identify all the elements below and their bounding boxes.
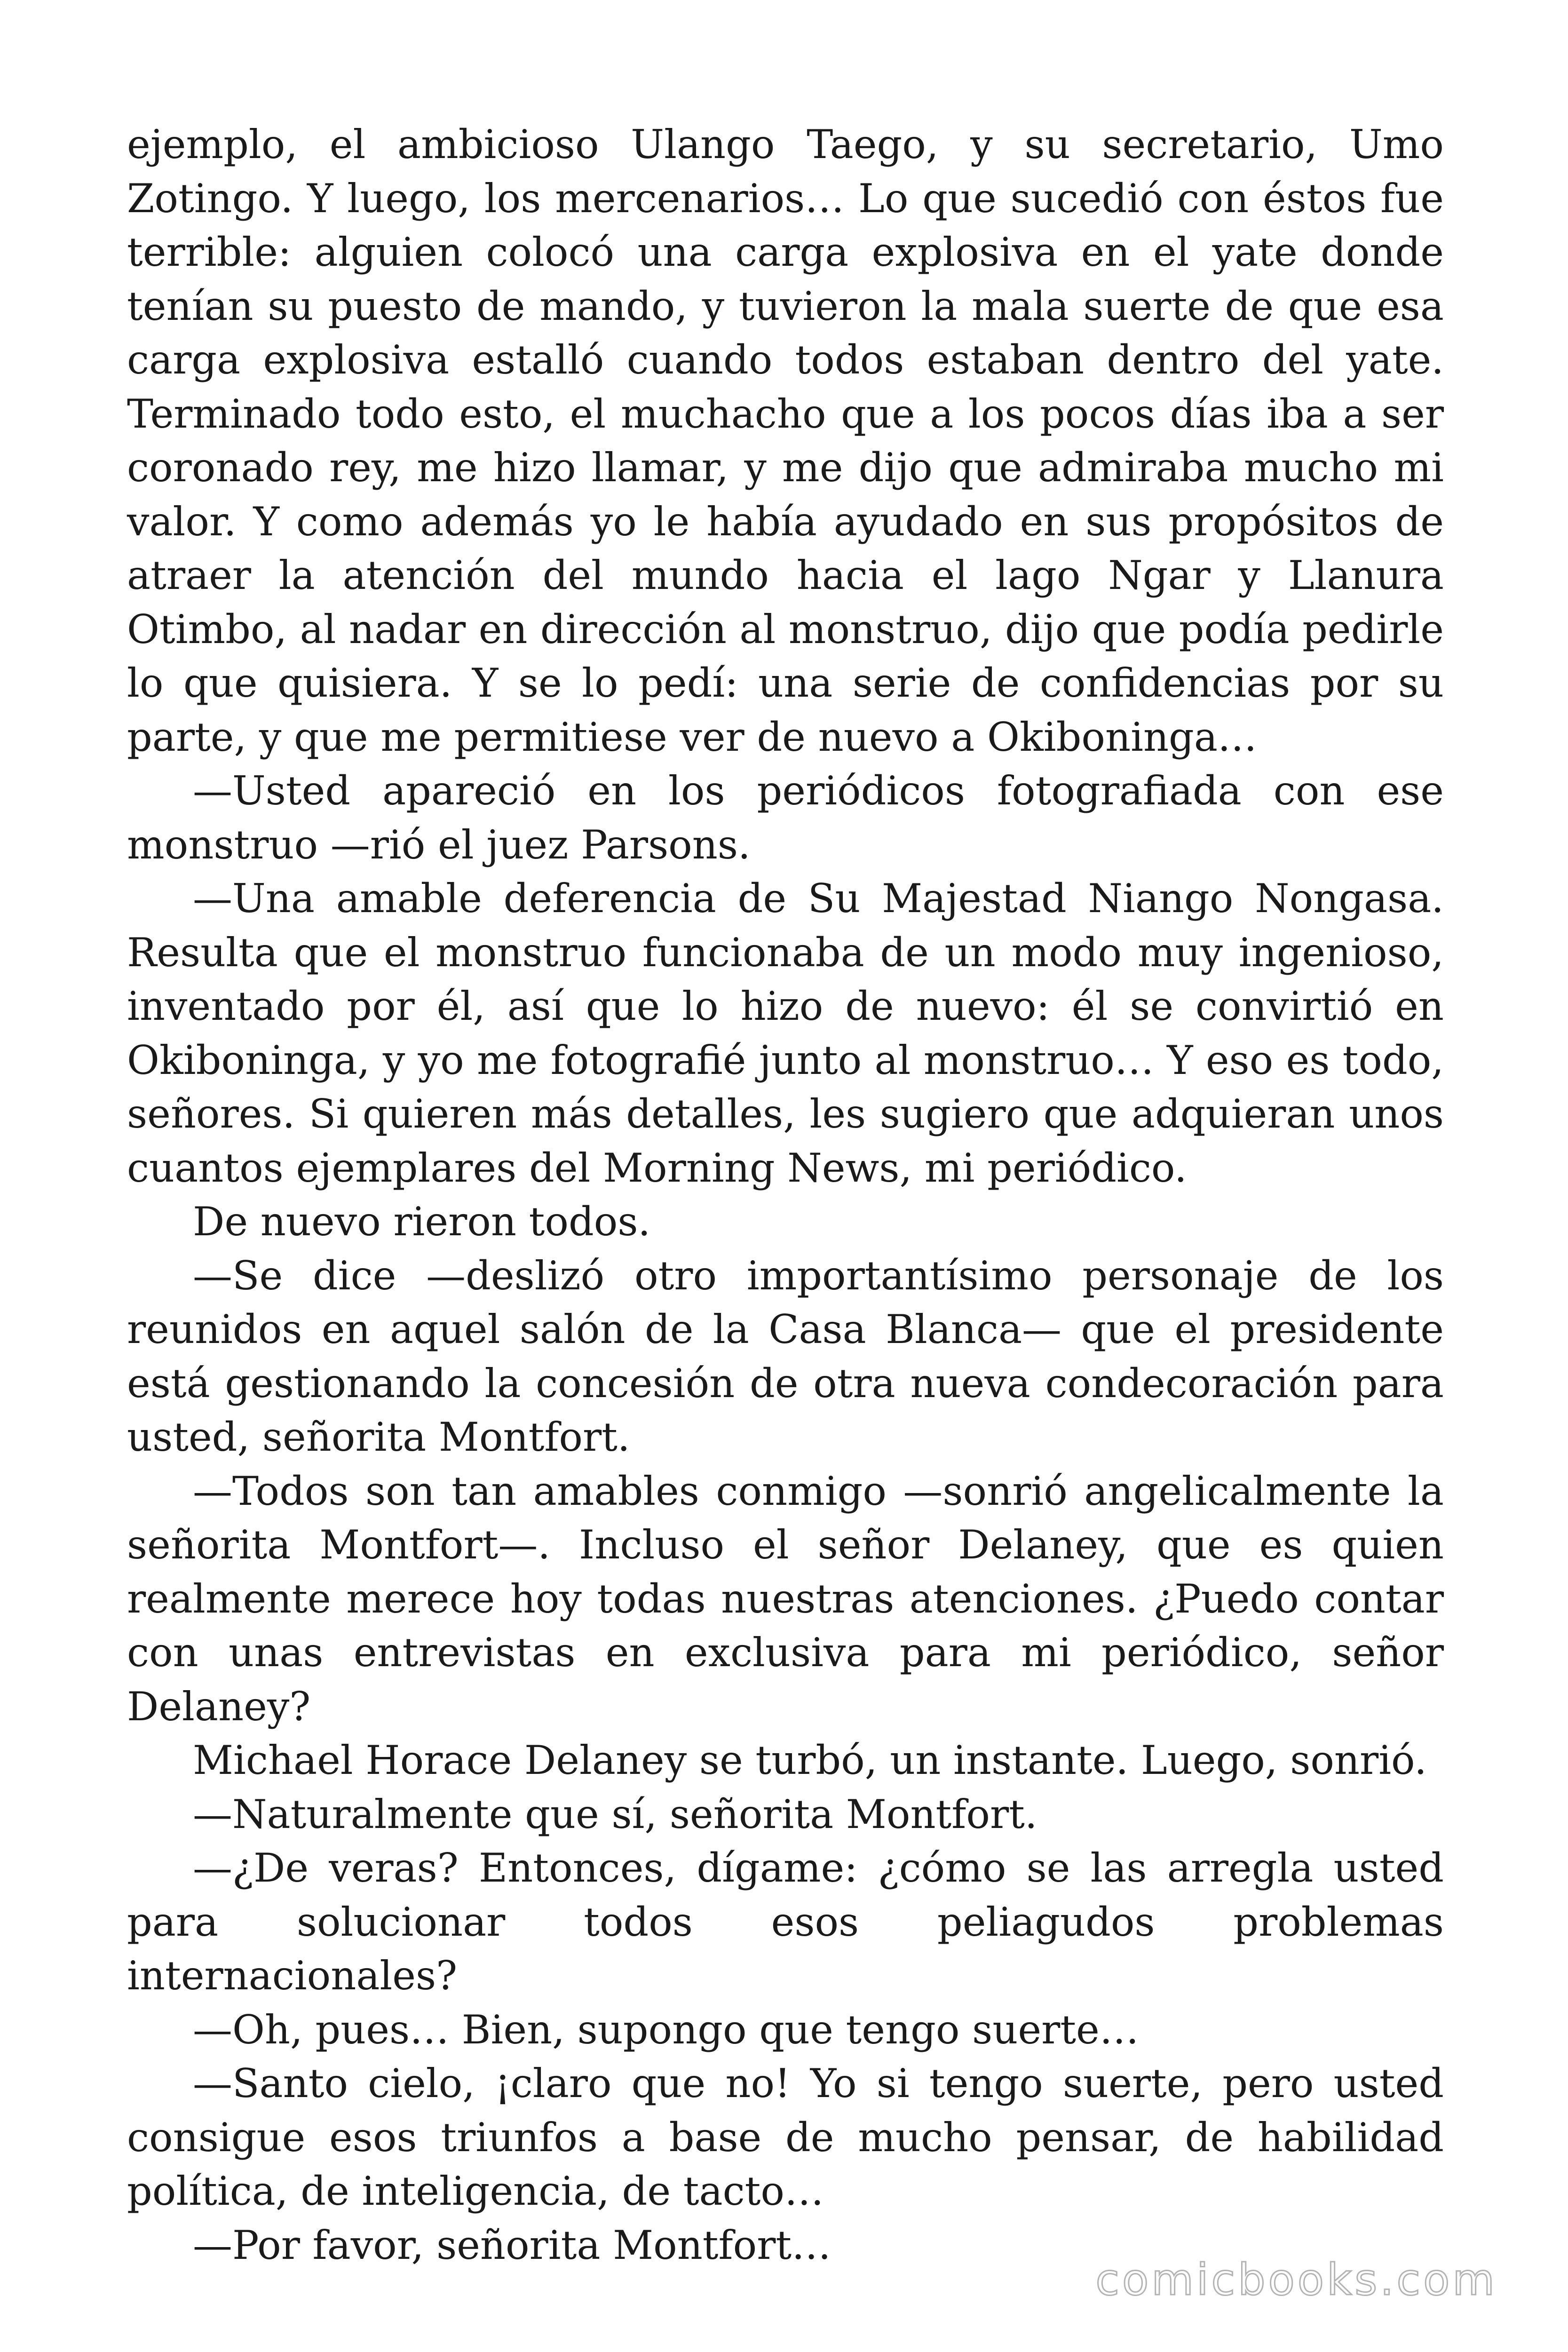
watermark: comicbooks.com <box>1095 2255 1497 2305</box>
paragraph-8: —Naturalmente que sí, señorita Montfort. <box>193 1791 1037 1837</box>
paragraph-3: —Una amable deferencia de Su Majestad Niango Nongasa. Resulta que el monstruo funcionaba de un modo muy ingenioso, inventado por él, así que lo hizo de nuevo: él se convirtió en Okiboninga, y yo me fotografié junto al monstruo… Y eso es todo, señores. Si quieren más detalles, les sugiero que adquieran unos cuantos ejemplares del Morning News, mi periódico. <box>127 875 1444 1191</box>
paragraph-2: —Usted apareció en los periódicos fotografiada con ese monstruo —rió el juez Parsons. <box>127 768 1444 868</box>
page-text <box>127 118 1444 2272</box>
paragraph-9: —¿De veras? Entonces, dígame: ¿cómo se las arregla usted para solucionar todos esos peliagudos problemas internacionales? <box>127 1845 1444 1999</box>
paragraph-5: —Se dice —deslizó otro importantísimo personaje de los reunidos en aquel salón de la Casa Blanca— que el presidente está gestionando la concesión de otra nueva condecoración para usted, señorita Montfort. <box>127 1252 1444 1460</box>
paragraph-7: Michael Horace Delaney se turbó, un instante. Luego, sonrió. <box>193 1737 1427 1783</box>
paragraph-4: De nuevo rieron todos. <box>193 1199 651 1245</box>
paragraph-1: ejemplo, el ambicioso Ulango Taego, y su secretario, Umo Zotingo. Y luego, los mercenarios… Lo que sucedió con éstos fue terrible: alguien colocó una carga explosiva en el yate donde tenían su puesto de mando, y tuvieron la mala suerte de que esa carga explosiva estalló cuando todos estaban dentro del yate. Terminado todo esto, el muchacho que a los pocos días iba a ser coronado rey, me hizo llamar, y me dijo que admiraba mucho mi valor. Y como además yo le había ayudado en sus propósitos de atraer la atención del mundo hacia el lago Ngar y Llanura Otimbo, al nadar en dirección al monstruo, dijo que podía pedirle lo que quisiera. Y se lo pedí: una serie de confidencias por su parte, y que me permitiese ver de nuevo a Okiboninga… <box>127 121 1444 760</box>
paragraph-10: —Oh, pues… Bien, supongo que tengo suerte… <box>193 2006 1139 2053</box>
paragraph-11: —Santo cielo, ¡claro que no! Yo si tengo suerte, pero usted consigue esos triunfos a base de mucho pensar, de habilidad política, de inteligencia, de tacto… <box>127 2060 1444 2214</box>
paragraph-12: —Por favor, señorita Montfort… <box>193 2222 832 2268</box>
paragraph-6: —Todos son tan amables conmigo —sonrió angelicalmente la señorita Montfort—. Incluso el señor Delaney, que es quien realmente merece hoy todas nuestras atenciones. ¿Puedo contar con unas entrevistas en exclusiva para mi periódico, señor Delaney? <box>127 1468 1444 1730</box>
